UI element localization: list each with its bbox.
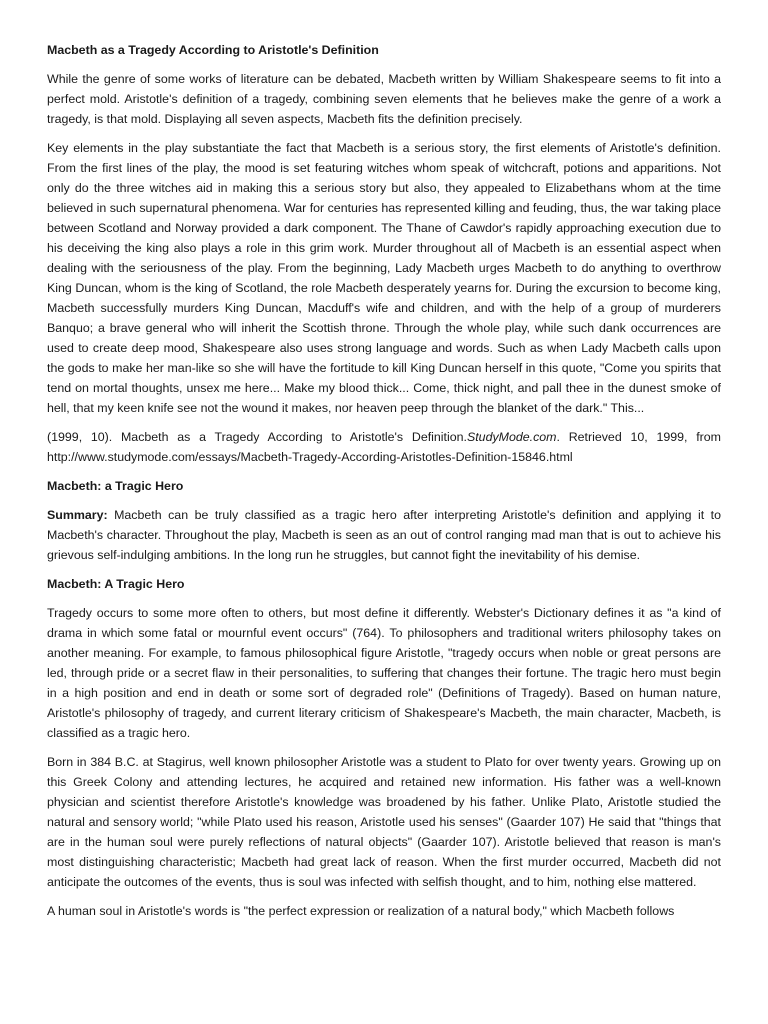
citation-before: (1999, 10). Macbeth as a Tragedy According to Aristotle's Definition. <box>47 430 467 444</box>
document-title: Macbeth as a Tragedy According to Aristotle's Definition <box>47 43 379 57</box>
section-title-a-tragic-hero: Macbeth: A Tragic Hero <box>47 577 185 591</box>
document-page <box>47 40 721 930</box>
body-paragraph-3: Born in 384 B.C. at Stagirus, well known philosopher Aristotle was a student to Plato for over twenty years. Growing up on this Greek Colony and attending lectures, he acquired and retained new information. His father was a well-known physician and scientist therefore Aristotle's knowledge was broadened by his father. Unlike Plato, Aristotle studied the natural and sensory world; "while Plato used his reason, Aristotle used his senses" (Gaarder 107) He said that "things that are in the human soul were purely reflections of natural objects" (Gaarder 107). Aristotle believed that reason is man's most distinguishing characteristic; Macbeth had great lack of reason. When the first murder occurred, Macbeth did not anticipate the outcomes of the events, thus is soul was infected with selfish thought, and to him, nothing else mattered. <box>47 755 721 889</box>
citation-after: . Retrieved 10, 1999, from http://www.studymode.com/essays/Macbeth-Tragedy-According-Aristotles-Definition-15846.html <box>47 430 721 464</box>
intro-paragraph: While the genre of some works of literature can be debated, Macbeth written by William Shakespeare seems to fit into a perfect mold. Aristotle's definition of a tragedy, combining seven elements that he believes make the genre of a work a tragedy, is that mold. Displaying all seven aspects, Macbeth fits the definition precisely. <box>47 72 721 126</box>
citation-paragraph <box>47 427 721 467</box>
body-paragraph-2: Tragedy occurs to some more often to others, but most define it differently. Webster's Dictionary defines it as "a kind of drama in which some fatal or mournful event occurs" (764). To philosophers and traditional writers philosophy takes on another meaning. For example, to famous philosophical figure Aristotle, "tragedy occurs when noble or great persons are led, through pride or a secret flaw in their personalities, to suffering that changes their fortune. The tragic hero must begin in a high position and end in death or some sort of degraded role" (Definitions of Tragedy). Based on human nature, Aristotle's philosophy of tragedy, and current literary criticism of Shakespeare's Macbeth, the main character, Macbeth, is classified as a tragic hero. <box>47 606 721 740</box>
section-title-tragic-hero: Macbeth: a Tragic Hero <box>47 479 184 493</box>
body-paragraph-1: Key elements in the play substantiate the fact that Macbeth is a serious story, the first elements of Aristotle's definition. From the first lines of the play, the mood is set featuring witches whom speak of witchcraft, potions and apparitions. Not only do the three witches aid in making this a serious story but also, they appealed to Elizabethans whom at the time believed in such supernatural phenomena. War for centuries has represented killing and feuding, thus, the war taking place between Scotland and Norway provided a dark component. The Thane of Cawdor's rapidly approaching execution due to his deceiving the king also plays a role in this grim work. Murder throughout all of Macbeth is an essential aspect when dealing with the seriousness of the play. From the beginning, Lady Macbeth urges Macbeth to do anything to overthrow King Duncan, whom is the king of Scotland, the role Macbeth desperately yearns for. During the excursion to become king, Macbeth successfully murders King Duncan, Macduff's wife and children, and with the help of a group of murderers Banquo; a brave general who will inherit the Scottish throne. Through the whole play, while such dank occurrences are used to create deep mood, Shakespeare also uses strong language and words. Such as when Lady Macbeth calls upon the gods to make her man-like so she will have the fortitude to kill King Duncan herself in this quote, "Come you spirits that tend on mortal thoughts, unsex me here... Make my blood thick... Come, thick night, and pall thee in the dunest smoke of hell, that my keen knife see not the wound it makes, nor heaven peep through the blanket of the dark." This... <box>47 141 721 415</box>
summary-label: Summary: <box>47 508 108 522</box>
summary-text: Macbeth can be truly classified as a tragic hero after interpreting Aristotle's definition and applying it to Macbeth's character. Throughout the play, Macbeth is seen as an out of control ranging mad man that is out to achieve his grievous self-indulging ambitions. In the long run he struggles, but cannot fight the inevitability of his demise. <box>47 508 721 562</box>
body-paragraph-4: A human soul in Aristotle's words is "the perfect expression or realization of a natural body," which Macbeth follows <box>47 904 675 918</box>
citation-source: StudyMode.com <box>466 430 557 444</box>
summary-paragraph <box>47 505 721 565</box>
